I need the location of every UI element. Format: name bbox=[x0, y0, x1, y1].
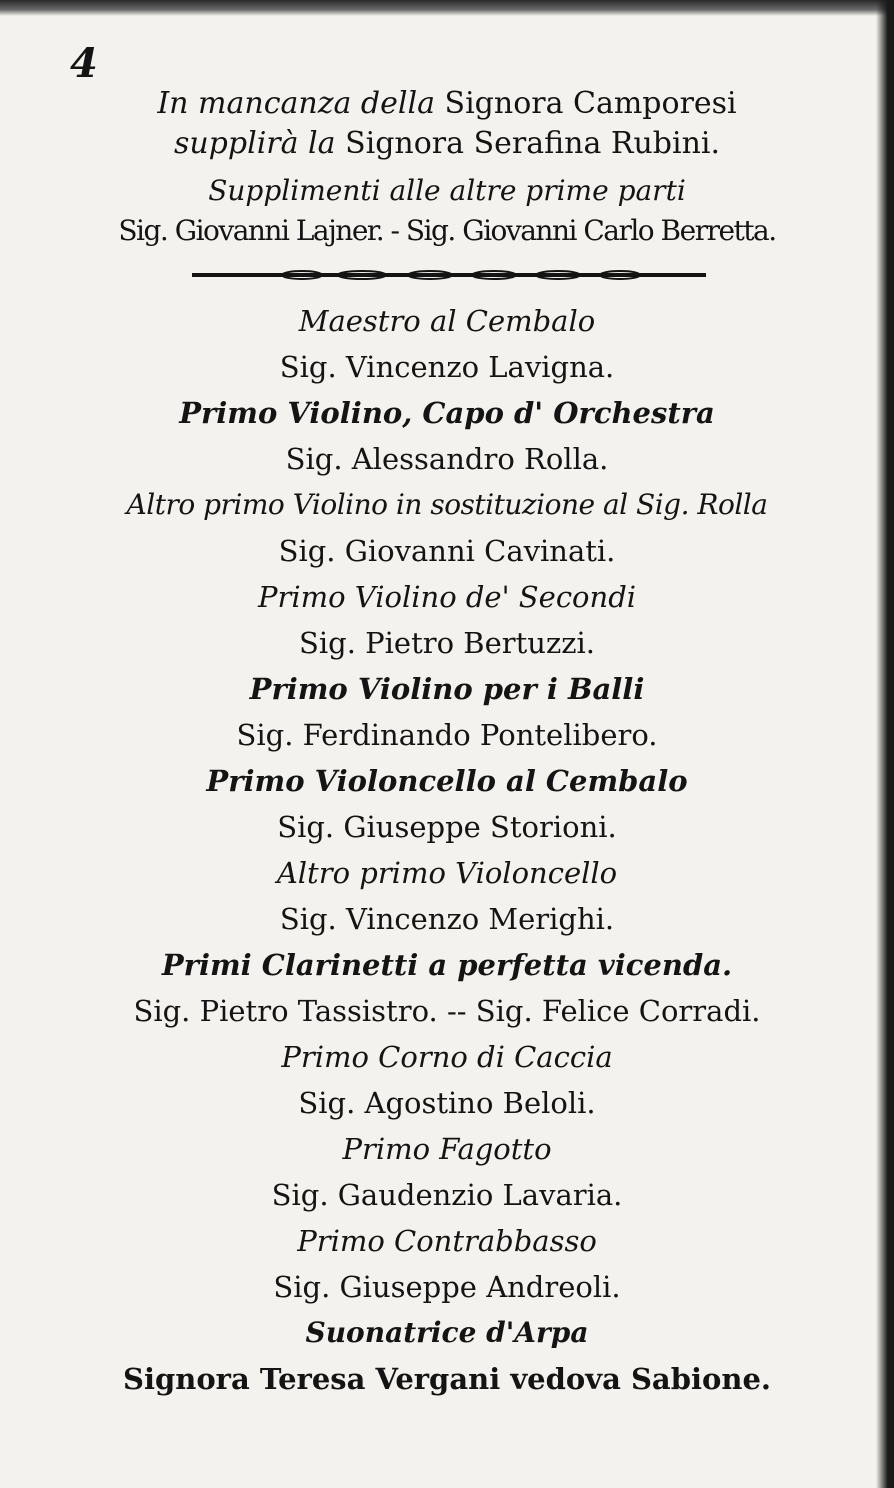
scan-top-shadow bbox=[0, 0, 894, 16]
name-line: Sig. Pietro Tassistro. -- Sig. Felice Corradi. bbox=[133, 994, 761, 1028]
supplementi-names: Sig. Giovanni Lajner. - Sig. Giovanni Carlo Berretta. bbox=[118, 214, 776, 247]
role-line: Primo Corno di Caccia bbox=[281, 1040, 613, 1074]
name-line: Sig. Gaudenzio Lavaria. bbox=[271, 1178, 623, 1212]
role-line: Primo Violino de' Secondi bbox=[257, 580, 637, 614]
role-line: Primo Fagotto bbox=[342, 1132, 552, 1166]
role-line: Primo Contrabbasso bbox=[297, 1224, 597, 1258]
ornamental-divider bbox=[192, 270, 706, 280]
header-line-1-roman: Signora Camporesi bbox=[444, 86, 737, 121]
name-line: Sig. Vincenzo Lavigna. bbox=[279, 350, 615, 384]
role-line: Suonatrice d'Arpa bbox=[305, 1316, 589, 1349]
header-line-2-roman: Signora Serafina Rubini. bbox=[345, 126, 721, 161]
header-line-2 bbox=[0, 126, 894, 161]
name-line: Sig. Pietro Bertuzzi. bbox=[298, 626, 595, 660]
supplementi-heading: Supplimenti alle altre prime parti bbox=[208, 174, 686, 207]
name-line: Signora Teresa Vergani vedova Sabione. bbox=[123, 1362, 771, 1396]
name-line: Sig. Vincenzo Merighi. bbox=[279, 902, 615, 936]
role-line: Primo Violino, Capo d' Orchestra bbox=[179, 396, 715, 430]
name-line: Sig. Giuseppe Storioni. bbox=[277, 810, 617, 844]
name-line: Sig. Ferdinando Pontelibero. bbox=[236, 718, 658, 752]
name-line: Sig. Alessandro Rolla. bbox=[285, 442, 609, 476]
name-line: Sig. Agostino Beloli. bbox=[298, 1086, 596, 1120]
role-line: Altro primo Violino in sostituzione al Sig. Rolla bbox=[126, 488, 768, 521]
name-line: Sig. Giovanni Cavinati. bbox=[278, 534, 616, 568]
header-line-1 bbox=[0, 86, 894, 121]
name-line: Sig. Giuseppe Andreoli. bbox=[273, 1270, 621, 1304]
role-line: Primo Violoncello al Cembalo bbox=[206, 764, 688, 798]
role-line: Altro primo Violoncello bbox=[276, 856, 618, 890]
role-line: Maestro al Cembalo bbox=[298, 304, 596, 338]
header-line-2-italic: supplirà la bbox=[173, 126, 336, 161]
page-number: 4 bbox=[70, 40, 98, 87]
header-line-1-italic: In mancanza della bbox=[157, 86, 435, 121]
role-line: Primo Violino per i Balli bbox=[249, 672, 645, 706]
role-line: Primi Clarinetti a perfetta vicenda. bbox=[161, 948, 733, 982]
